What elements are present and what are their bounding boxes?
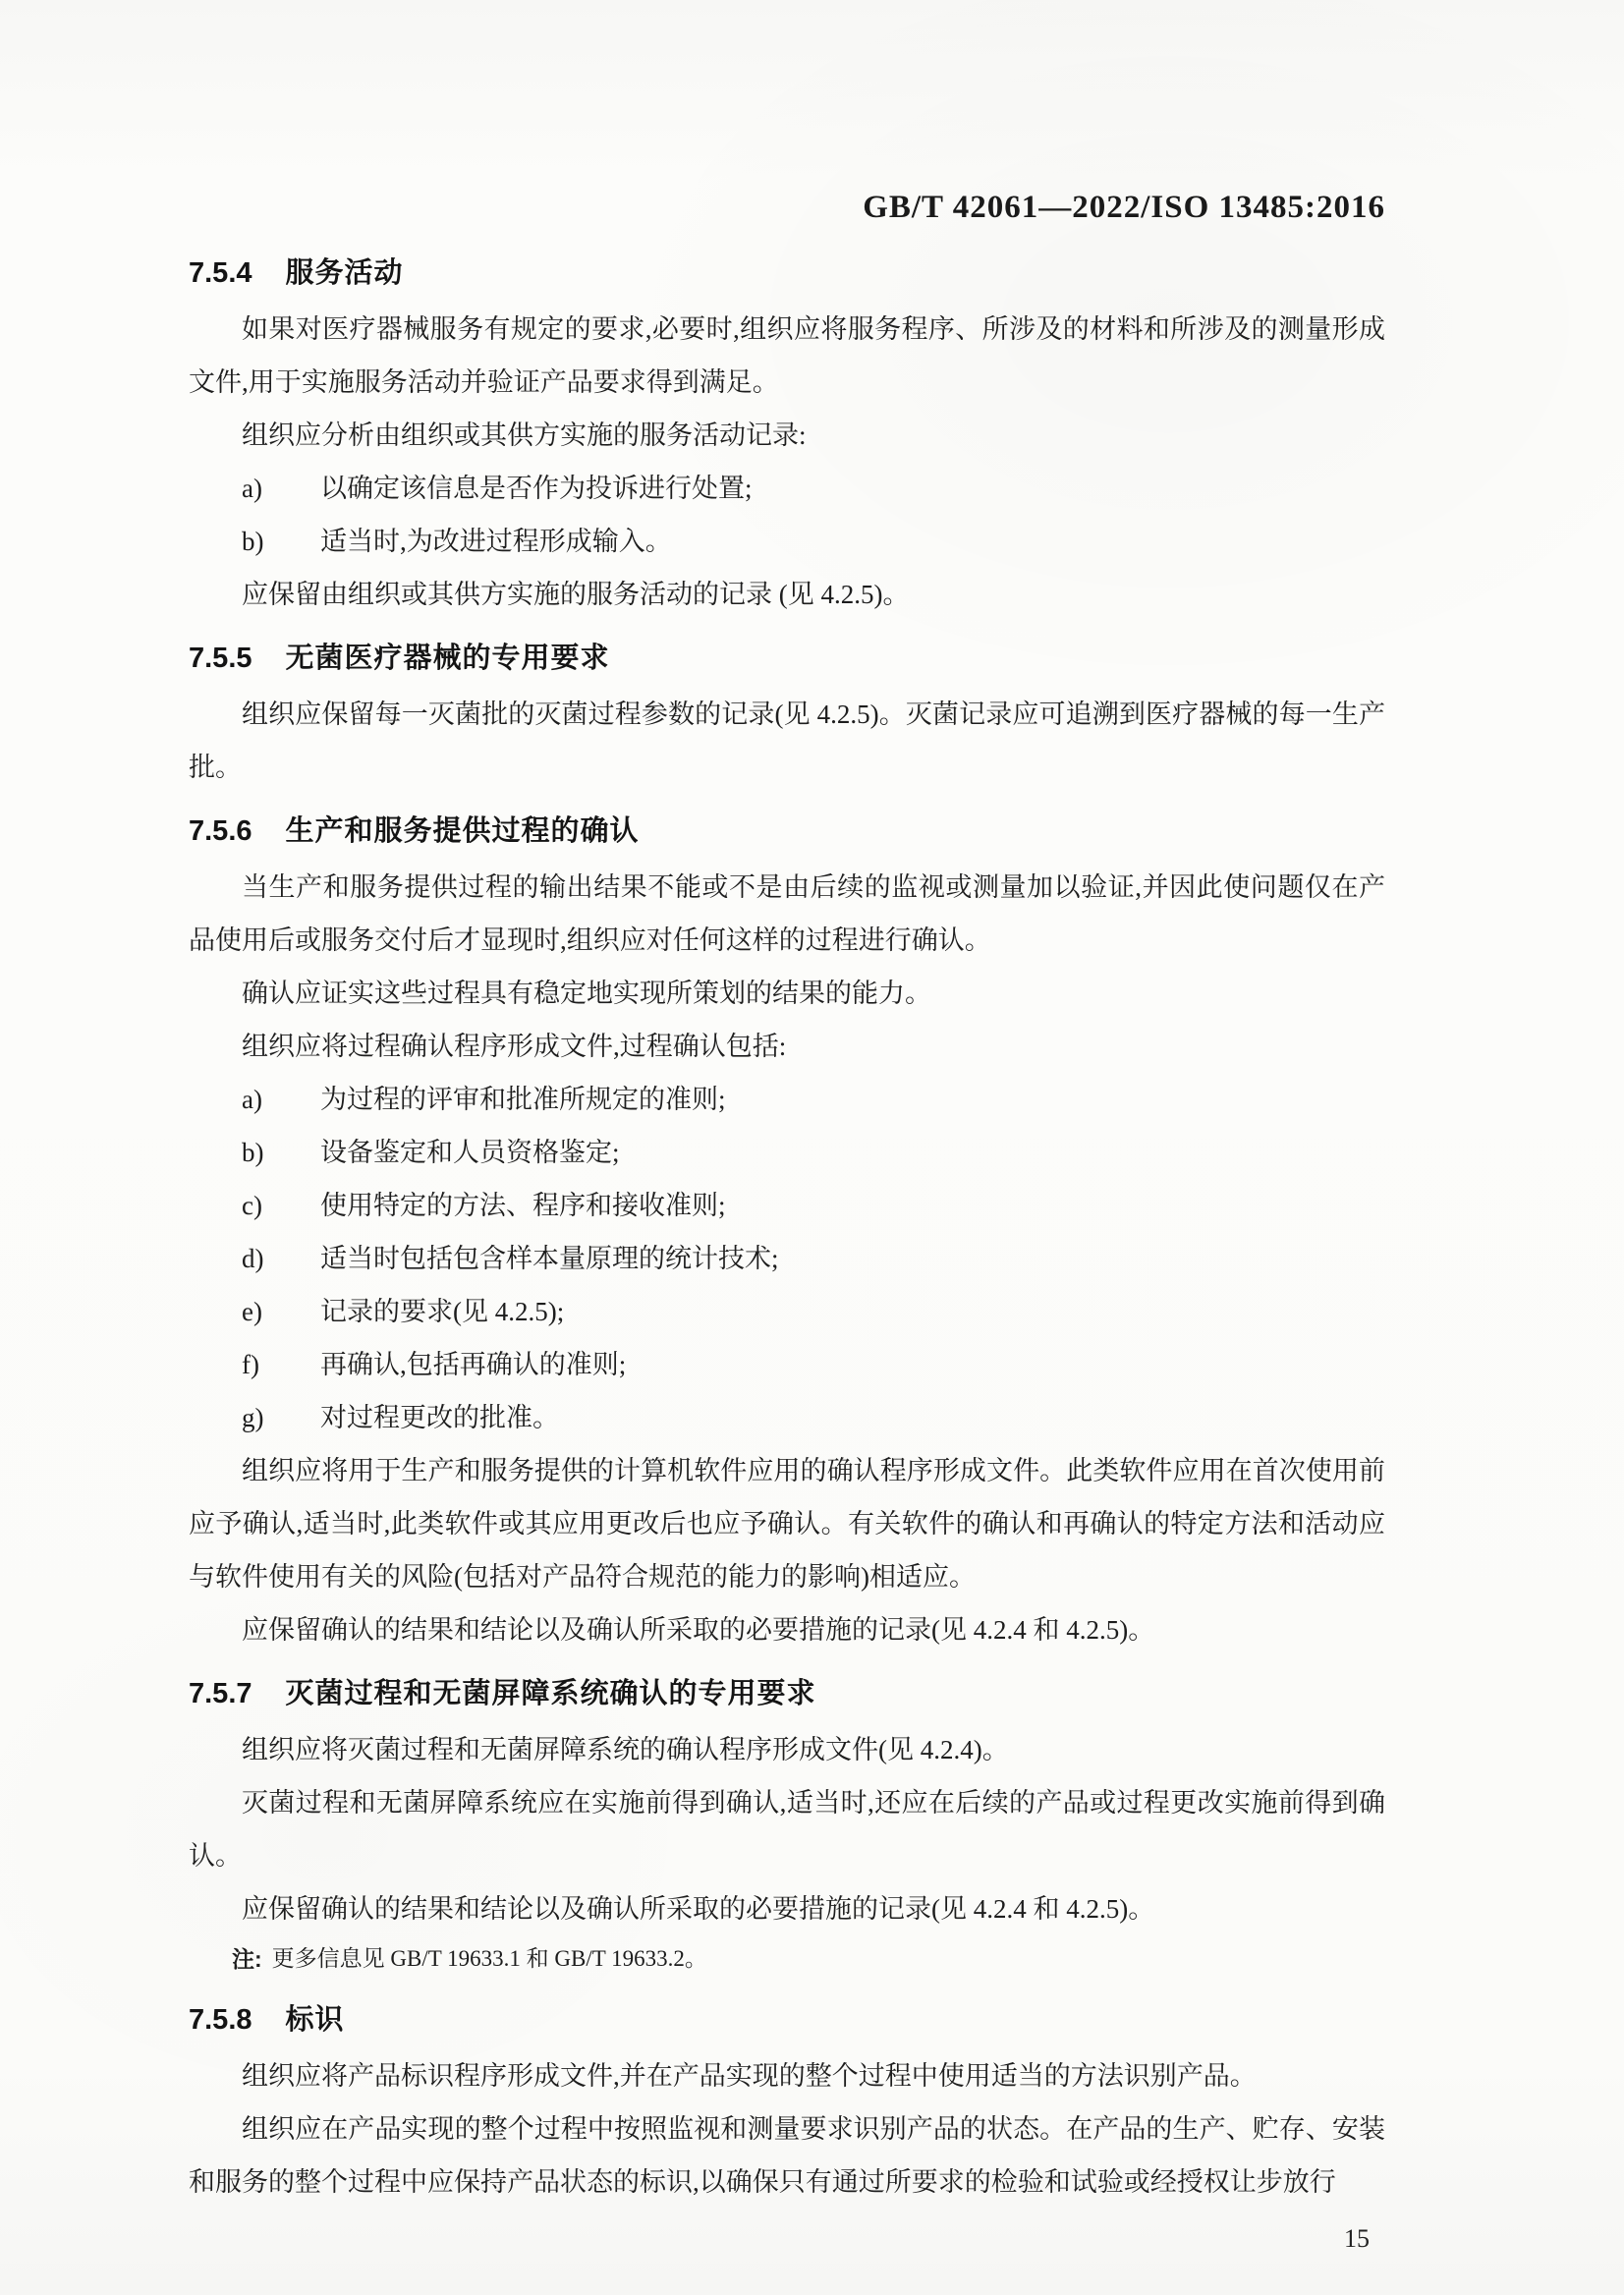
- list-item-label: d): [242, 1244, 264, 1273]
- paragraph: 应保留由组织或其供方实施的服务活动的记录 (见 4.2.5)。: [242, 580, 910, 609]
- paragraph: 组织应保留每一灭菌批的灭菌过程参数的记录(见 4.2.5)。灭菌记录应可追溯到医疗器械的每一生产批。: [189, 700, 1385, 782]
- section-7-5-4: [189, 253, 1385, 621]
- section-7-5-7: [189, 1674, 1385, 1983]
- section-heading: [189, 2000, 1385, 2040]
- list-item-text: 对过程更改的批准。: [320, 1403, 559, 1432]
- document-content: [189, 189, 1385, 2254]
- list-item-label: b): [242, 1138, 264, 1167]
- list-item-label: f): [242, 1350, 259, 1379]
- list-item: [242, 1179, 1385, 1232]
- list-item-text: 使用特定的方法、程序和接收准则;: [320, 1191, 726, 1220]
- list-item-text: 再确认,包括再确认的准则;: [320, 1350, 627, 1379]
- section-number: 7.5.5: [189, 643, 252, 674]
- paragraph: 当生产和服务提供过程的输出结果不能或不是由后续的监视或测量加以验证,并因此使问题仅在产品使用后或服务交付后才显现时,组织应对任何这样的过程进行确认。: [189, 872, 1385, 955]
- list-item: [242, 1073, 1385, 1126]
- list-item-text: 记录的要求(见 4.2.5);: [320, 1297, 565, 1326]
- note-label: 注:: [232, 1946, 262, 1972]
- section-heading: [189, 639, 1385, 678]
- section-heading: [189, 253, 1385, 293]
- section-7-5-5: [189, 639, 1385, 794]
- list-item: [242, 1232, 1385, 1285]
- list-item-label: e): [242, 1297, 262, 1326]
- paragraph: 组织应将过程确认程序形成文件,过程确认包括:: [242, 1032, 787, 1061]
- paragraph: 组织应将用于生产和服务提供的计算机软件应用的确认程序形成文件。此类软件应用在首次使用前应予确认,适当时,此类软件或其应用更改后也应予确认。有关软件的确认和再确认的特定方法和活动应与软件使用有关的风险(包括对产品符合规范的能力的影响)相适应。: [189, 1456, 1385, 1592]
- section-heading: [189, 812, 1385, 851]
- list-item-text: 设备鉴定和人员资格鉴定;: [320, 1138, 620, 1167]
- section-7-5-8: [189, 2000, 1385, 2209]
- section-heading: [189, 1674, 1385, 1713]
- list-item-text: 为过程的评审和批准所规定的准则;: [320, 1085, 726, 1114]
- section-title: 服务活动: [285, 257, 404, 289]
- section-title: 无菌医疗器械的专用要求: [285, 643, 610, 674]
- paragraph: 应保留确认的结果和结论以及确认所采取的必要措施的记录(见 4.2.4 和 4.2.5)。: [242, 1615, 1155, 1645]
- list-item-text: 以确定该信息是否作为投诉进行处置;: [320, 474, 753, 503]
- list-item: [242, 515, 1385, 568]
- section-7-5-6: [189, 812, 1385, 1656]
- list-item: [242, 1338, 1385, 1391]
- document-header: GB/T 42061—2022/ISO 13485:2016: [863, 190, 1385, 225]
- paragraph: 组织应分析由组织或其供方实施的服务活动记录:: [242, 420, 807, 450]
- section-number: 7.5.6: [189, 815, 252, 847]
- page-number: 15: [1344, 2224, 1370, 2253]
- list-item: [242, 1285, 1385, 1338]
- list-item-label: c): [242, 1191, 262, 1220]
- section-title: 灭菌过程和无菌屏障系统确认的专用要求: [285, 1678, 816, 1709]
- list-item-text: 适当时包括包含样本量原理的统计技术;: [320, 1244, 779, 1273]
- paragraph: 确认应证实这些过程具有稳定地实现所策划的结果的能力。: [242, 979, 931, 1008]
- list-item-text: 适当时,为改进过程形成输入。: [320, 527, 672, 556]
- list-item-label: b): [242, 527, 264, 556]
- note: [232, 1935, 1385, 1983]
- paragraph: 组织应将灭菌过程和无菌屏障系统的确认程序形成文件(见 4.2.4)。: [242, 1735, 1009, 1764]
- section-number: 7.5.7: [189, 1678, 252, 1709]
- note-text: 更多信息见 GB/T 19633.1 和 GB/T 19633.2。: [271, 1946, 707, 1971]
- paragraph: 组织应在产品实现的整个过程中按照监视和测量要求识别产品的状态。在产品的生产、贮存、安装和服务的整个过程中应保持产品状态的标识,以确保只有通过所要求的检验和试验或经授权让步放行: [189, 2114, 1385, 2197]
- paragraph: 应保留确认的结果和结论以及确认所采取的必要措施的记录(见 4.2.4 和 4.2.5)。: [242, 1894, 1155, 1924]
- list-item: [242, 1391, 1385, 1444]
- section-number: 7.5.8: [189, 2004, 252, 2036]
- section-title: 生产和服务提供过程的确认: [285, 815, 640, 847]
- list-item-label: a): [242, 474, 262, 503]
- section-number: 7.5.4: [189, 257, 252, 289]
- section-title: 标识: [285, 2004, 345, 2036]
- list-item-label: g): [242, 1403, 264, 1432]
- list-item-label: a): [242, 1085, 262, 1114]
- list-item: [242, 1126, 1385, 1179]
- paragraph: 组织应将产品标识程序形成文件,并在产品实现的整个过程中使用适当的方法识别产品。: [242, 2061, 1257, 2091]
- list-item: [242, 462, 1385, 515]
- paragraph: 如果对医疗器械服务有规定的要求,必要时,组织应将服务程序、所涉及的材料和所涉及的测量形成文件,用于实施服务活动并验证产品要求得到满足。: [189, 314, 1385, 397]
- paragraph: 灭菌过程和无菌屏障系统应在实施前得到确认,适当时,还应在后续的产品或过程更改实施前得到确认。: [189, 1788, 1385, 1871]
